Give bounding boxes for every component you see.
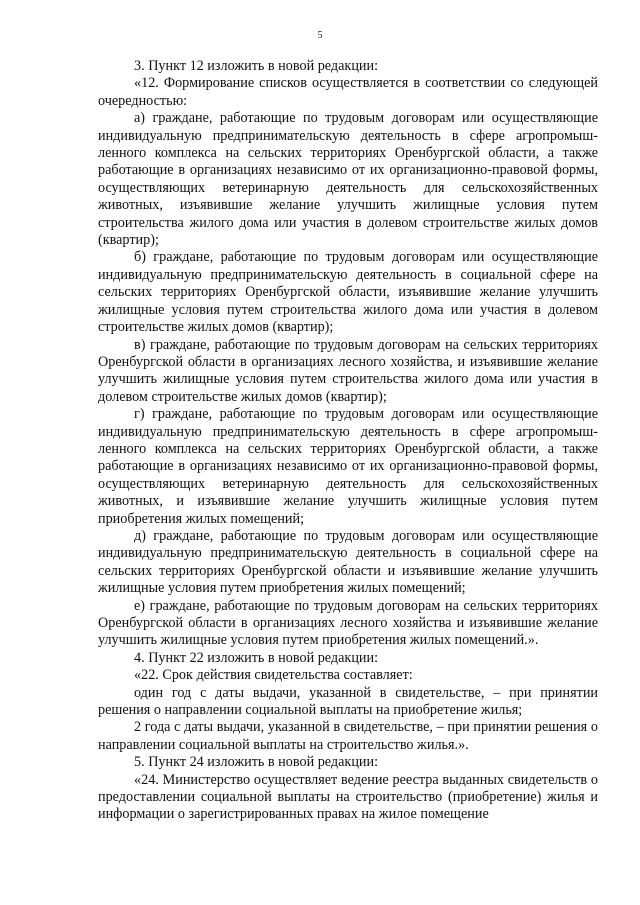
paragraph-clause-22-one-year: один год с даты выдачи, указанной в свидетельстве, – при принятии решения о направлении социальной выплаты на приобретение жилья; [98, 684, 598, 719]
paragraph-clause-12-intro: «12. Формирование списков осуществляется в соответствии со следующей очередностью: [98, 75, 598, 109]
document-body [98, 58, 598, 824]
paragraph-clause-12-g: г) граждане, работающие по трудовым договорам или осуществляющие индивидуальную предпринимательскую деятельность в сфере агропромышленного комплекса на сельских территориях Оренбургской области, а также работающие в организациях независимо от их организационно-правовой формы, осуществляющих ветеринарную деятельность для сельскохозяйственных животных, и изъявившие желание улучшить жилищные условия путем приобретения жилых помещений; [98, 406, 598, 527]
paragraph-clause-12-a: а) граждане, работающие по трудовым договорам или осуществляющие индивидуальную предпринимательскую деятельность в сфере агропромышленного комплекса на сельских территориях Оренбургской области, а также работающие в организациях независимо от их организационно-правовой формы, осуществляющих ветеринарную деятельность для сельскохозяйственных животных, изъявившие желание улучшить жилищные условия путем строительства жилого дома или участия в долевом строительстве жилых домов (квартир); [98, 110, 598, 249]
paragraph-item-3-heading: 3. Пункт 12 изложить в новой редакции: [134, 58, 379, 74]
paragraph-clause-12-v: в) граждане, работающие по трудовым договорам на сельских территориях Оренбургской области в организациях лесного хозяйства, и изъявившие желание улучшить жилищные условия путем строительства жилого дома или участия в долевом строительстве жилых домов (квартир); [98, 336, 598, 405]
page-number: 5 [317, 30, 323, 41]
paragraph-clause-12-d: д) граждане, работающие по трудовым договорам или осуществляющие индивидуальную предпринимательскую деятельность в социальной сфере на сельских территориях Оренбургской области и изъявившие желание улучшить жилищные условия путем приобретения жилых помещений; [98, 527, 598, 597]
paragraph-clause-22-intro: «22. Срок действия свидетельства составляет: [134, 667, 413, 684]
paragraph-clause-12-b: б) граждане, работающие по трудовым договорам или осуществляющие индивидуальную предпринимательскую деятельность в социальной сфере на сельских территориях Оренбургской области, изъявившие желание улучшить жилищные условия путем строительства жилого дома или участия в долевом строительстве жилых домов (квартир); [98, 249, 598, 336]
paragraph-clause-22-two-years: 2 года с даты выдачи, указанной в свидетельстве, – при принятии решения о направлении социальной выплаты на строительство жилья.». [98, 719, 598, 753]
paragraph-item-4-heading: 4. Пункт 22 изложить в новой редакции: [134, 649, 379, 666]
paragraph-clause-24: «24. Министерство осуществляет ведение реестра выданных свидетельств о предоставлении социальной выплаты на строительство (приобретение) жилья и информации о зарегистрированных правах на жилое помещение [98, 771, 598, 823]
paragraph-clause-12-e: е) граждане, работающие по трудовым договорам на сельских территориях Оренбургской области в организациях лесного хозяйства и изъявившие желание улучшить жилищные условия путем приобретения жилых помещений.». [98, 597, 598, 649]
paragraph-item-5-heading: 5. Пункт 24 изложить в новой редакции: [134, 754, 379, 771]
